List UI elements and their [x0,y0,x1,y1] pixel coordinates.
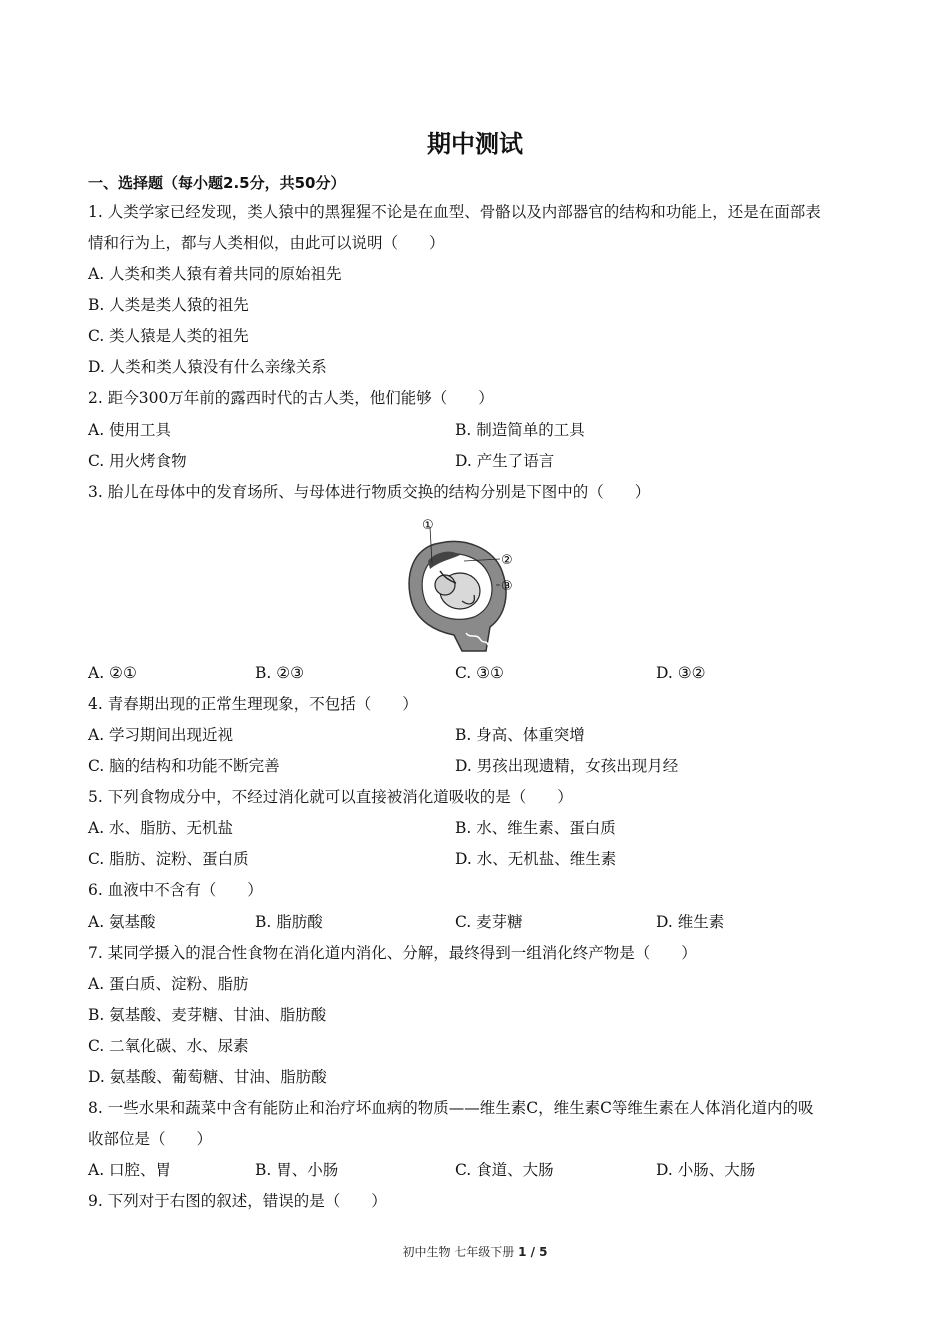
q2-option-c: C. 用火烤食物 [88,452,187,470]
q6-option-b: B. 脂肪酸 [255,913,323,931]
fetus-uterus-figure [400,515,525,655]
q7-option-a: A. 蛋白质、淀粉、脂肪 [88,975,249,993]
q4-stem: 4. 青春期出现的正常生理现象，不包括（ ） [88,695,418,713]
q5-option-c: C. 脂肪、淀粉、蛋白质 [88,850,249,868]
q8-option-a: A. 口腔、胃 [88,1161,172,1179]
q8-option-c: C. 食道、大肠 [455,1161,554,1179]
q2-option-b: B. 制造简单的工具 [455,421,585,439]
q1-option-b: B. 人类是类人猿的祖先 [88,296,249,314]
page-number: 1 / 5 [518,1245,548,1259]
q8-stem-line2: 收部位是（ ） [88,1130,213,1148]
figure-label-2: ② [501,553,513,568]
q8-option-b: B. 胃、小肠 [255,1161,339,1179]
footer-text: 初中生物 七年级下册 [402,1245,519,1259]
q6-stem: 6. 血液中不含有（ ） [88,881,263,899]
q4-option-b: B. 身高、体重突增 [455,726,585,744]
page-footer [0,1243,950,1260]
section-heading: 一、选择题（每小题2.5分，共50分） [88,174,346,192]
q6-option-a: A. 氨基酸 [88,913,156,931]
q1-option-d: D. 人类和类人猿没有什么亲缘关系 [88,358,327,376]
q5-option-b: B. 水、维生素、蛋白质 [455,819,616,837]
page-title: 期中测试 [427,130,523,158]
fetus-uterus-diagram [400,515,525,655]
q6-option-d: D. 维生素 [656,913,725,931]
q2-stem: 2. 距今300万年前的露西时代的古人类，他们能够（ ） [88,389,494,407]
q3-option-c: C. ③① [455,664,504,682]
q1-option-c: C. 类人猿是人类的祖先 [88,327,249,345]
q1-option-a: A. 人类和类人猿有着共同的原始祖先 [88,265,342,283]
q3-option-b: B. ②③ [255,664,305,682]
q7-option-c: C. 二氧化碳、水、尿素 [88,1037,249,1055]
q3-stem: 3. 胎儿在母体中的发育场所、与母体进行物质交换的结构分别是下图中的（ ） [88,483,651,501]
q3-option-a: A. ②① [88,664,137,682]
q7-option-b: B. 氨基酸、麦芽糖、甘油、脂肪酸 [88,1006,327,1024]
q1-stem-line2: 情和行为上，都与人类相似，由此可以说明（ ） [88,234,445,252]
q9-stem: 9. 下列对于右图的叙述，错误的是（ ） [88,1192,387,1210]
q1-stem-line1: 1. 人类学家已经发现，类人猿中的黑猩猩不论是在血型、骨骼以及内部器官的结构和功能上，还是在面部表 [88,203,821,221]
q7-stem: 7. 某同学摄入的混合性食物在消化道内消化、分解，最终得到一组消化终产物是（ ） [88,944,697,962]
q5-option-d: D. 水、无机盐、维生素 [455,850,617,868]
q2-option-a: A. 使用工具 [88,421,172,439]
q5-option-a: A. 水、脂肪、无机盐 [88,819,234,837]
q2-option-d: D. 产生了语言 [455,452,555,470]
q6-option-c: C. 麦芽糖 [455,913,523,931]
q3-option-d: D. ③② [656,664,706,682]
q5-stem: 5. 下列食物成分中，不经过消化就可以直接被消化道吸收的是（ ） [88,788,573,806]
q8-stem-line1: 8. 一些水果和蔬菜中含有能防止和治疗坏血病的物质——维生素C，维生素C等维生素在人体消化道内的吸 [88,1099,814,1117]
figure-label-1: ① [422,518,434,533]
q8-option-d: D. 小肠、大肠 [656,1161,756,1179]
q4-option-d: D. 男孩出现遗精，女孩出现月经 [455,757,679,775]
figure-label-3: ③ [501,579,513,594]
fetus-head [435,575,455,595]
q4-option-a: A. 学习期间出现近视 [88,726,234,744]
q4-option-c: C. 脑的结构和功能不断完善 [88,757,280,775]
q7-option-d: D. 氨基酸、葡萄糖、甘油、脂肪酸 [88,1068,327,1086]
